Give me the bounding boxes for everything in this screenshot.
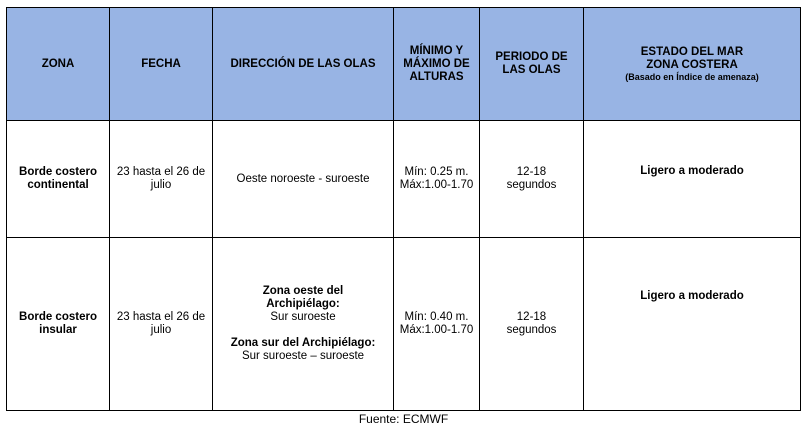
dir-zona-oeste-value: Sur suroeste (270, 311, 336, 323)
spacer (216, 324, 390, 337)
alturas-max: Máx:1.00-1.70 (399, 324, 474, 336)
cell-zona (7, 238, 110, 411)
cell-periodo (480, 238, 584, 411)
header-estado-line1: ESTADO DEL MAR (640, 45, 744, 58)
cell-periodo (480, 121, 584, 238)
dir-zona-sur-title: Zona sur del Archipiélago: (230, 337, 376, 349)
header-alturas-line1: MÍNIMO Y (409, 44, 464, 57)
dir-zona-oeste-title-line2: Archipiélago: (266, 298, 340, 310)
header-alturas (394, 8, 480, 121)
periodo-line2: segundos (506, 324, 557, 336)
fecha-line1: 23 hasta el 26 de (116, 311, 206, 323)
zona-line1: Borde costero (19, 311, 97, 323)
cell-direccion: Oeste noroeste - suroeste (213, 121, 394, 238)
header-zona: ZONA (7, 8, 110, 121)
periodo-line1: 12-18 (516, 166, 547, 178)
cell-fecha (110, 121, 213, 238)
cell-zona (7, 121, 110, 238)
zona-line2: continental (27, 179, 89, 191)
dir-zona-oeste-title-line1: Zona oeste del (262, 285, 344, 297)
header-periodo-line1: PERIODO DE (495, 51, 568, 63)
header-fecha: FECHA (110, 8, 213, 121)
header-estado (584, 8, 801, 121)
cell-estado (584, 238, 801, 411)
periodo-line1: 12-18 (516, 311, 547, 323)
oleaje-table (6, 7, 801, 411)
header-direccion: DIRECCIÓN DE LAS OLAS (213, 8, 394, 121)
estado-value: Ligero a moderado (640, 165, 744, 177)
cell-fecha (110, 238, 213, 411)
table-row (7, 238, 801, 411)
estado-value: Ligero a moderado (640, 290, 744, 302)
cell-estado (584, 121, 801, 238)
periodo-line2: segundos (506, 179, 557, 191)
header-alturas-line2: MÁXIMO DE (403, 57, 470, 70)
zona-line2: insular (39, 324, 77, 336)
cell-alturas (394, 121, 480, 238)
header-periodo-line2: LAS OLAS (502, 64, 561, 76)
header-estado-note: (Basado en Índice de amenaza) (625, 71, 759, 82)
header-estado-line2: ZONA COSTERA (646, 58, 738, 71)
header-alturas-line3: ALTURAS (409, 70, 464, 83)
fecha-line2: julio (150, 324, 172, 336)
alturas-min: Mín: 0.40 m. (404, 311, 469, 323)
cell-direccion (213, 238, 394, 411)
source-caption: Fuente: ECMWF (358, 412, 449, 426)
table-row (7, 121, 801, 238)
alturas-max: Máx:1.00-1.70 (399, 179, 474, 191)
fecha-line1: 23 hasta el 26 de (116, 166, 206, 178)
header-periodo (480, 8, 584, 121)
fecha-line2: julio (150, 179, 172, 191)
cell-alturas (394, 238, 480, 411)
header-row (7, 8, 801, 121)
dir-zona-sur-value: Sur suroeste – suroeste (241, 350, 365, 362)
alturas-min: Mín: 0.25 m. (404, 166, 469, 178)
zona-line1: Borde costero (19, 166, 97, 178)
